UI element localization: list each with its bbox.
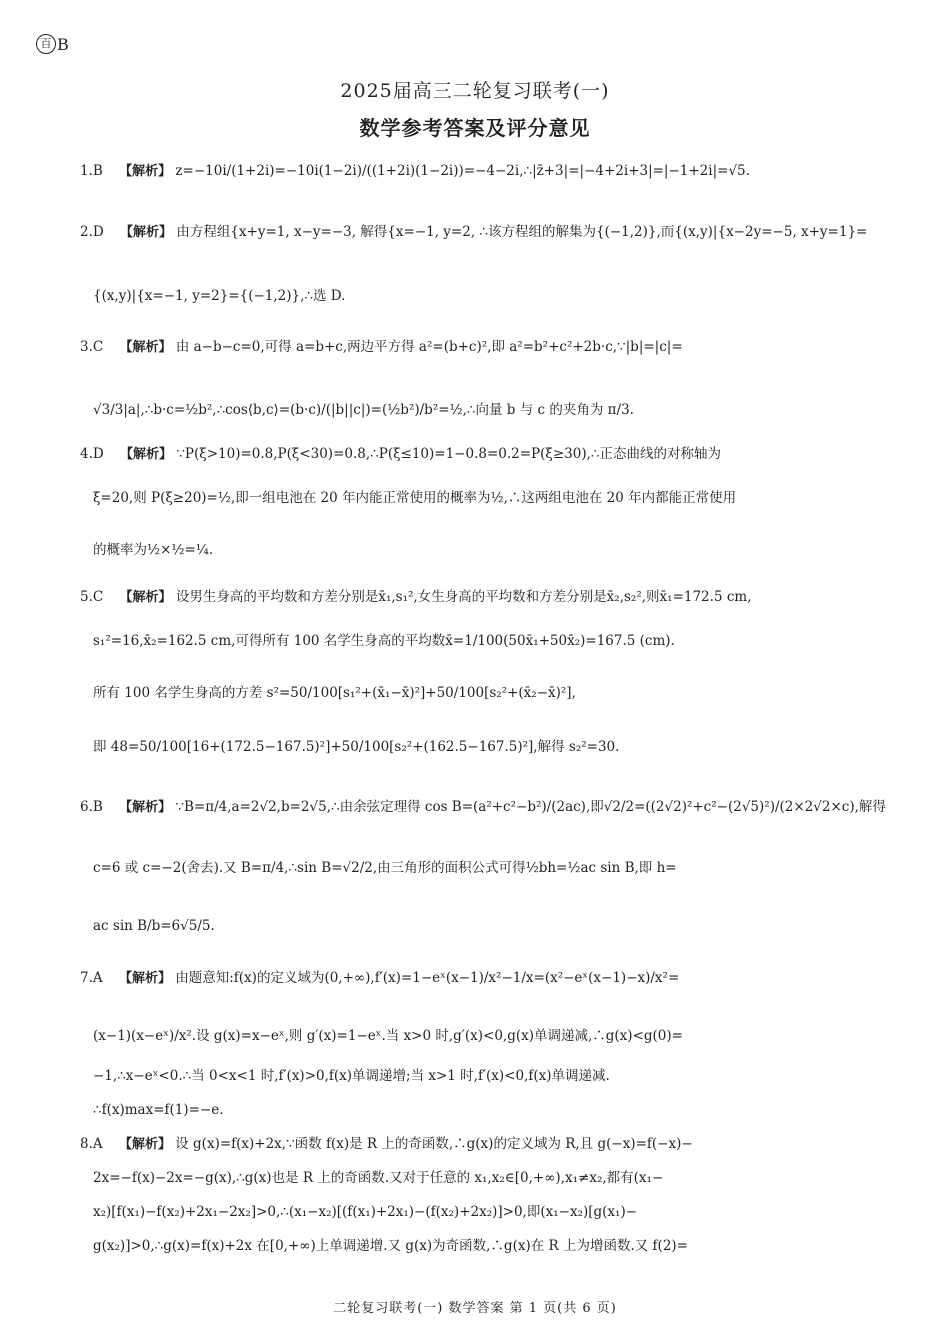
analysis-tag: 【解析】 [120, 447, 173, 462]
answer-8-line-1 [80, 1134, 880, 1155]
answer-8-line-2: 2x=−f(x)−2x=−g(x),∴g(x)也是 R 上的奇函数.又对于任意的 x₁,x₂∈[0,+∞),x₁≠x₂,都有(x₁− [93, 1170, 664, 1186]
version-letter: B [57, 34, 69, 54]
page-subtitle: 数学参考答案及评分意见 [359, 116, 591, 140]
answer-2-line-2: {(x,y)|{x=−1, y=2}={(−1,2)},∴选 D. [93, 288, 346, 304]
answer-text: 由 a−b−c=0,可得 a=b+c,两边平方得 a²=(b+c)²,即 a²=b²+c²+2b·c,∵|b|=|c|= [175, 339, 683, 355]
analysis-tag: 【解析】 [118, 1137, 171, 1152]
answer-3-line-2: √3/3|a|,∴b·c=½b²,∴cos⟨b,c⟩=(b·c)/(|b||c|)=(½b²)/b²=½,∴向量 b 与 c 的夹角为 π/3. [93, 402, 634, 418]
answer-5-line-4: 即 48=50/100[16+(172.5−167.5)²]+50/100[s₂²+(162.5−167.5)²],解得 s₂²=30. [93, 739, 620, 755]
answer-5-line-2: s₁²=16,x̄₂=162.5 cm,可得所有 100 名学生身高的平均数x̄=1/100(50x̄₁+50x̄₂)=167.5 (cm). [93, 633, 675, 649]
answer-7-line-3: −1,∴x−eˣ<0.∴当 0<x<1 时,f′(x)>0,f(x)单调递增;当 x>1 时,f′(x)<0,f(x)单调递减. [93, 1068, 610, 1084]
answer-text: z=−10i/(1+2i)=−10i(1−2i)/((1+2i)(1−2i))=−4−2i,∴|z̄+3|=|−4+2i+3|=|−1+2i|=√5. [175, 163, 750, 179]
answer-text: 由题意知:f(x)的定义域为(0,+∞),f′(x)=1−eˣ(x−1)/x²−1/x=(x²−eˣ(x−1)−x)/x²= [175, 970, 680, 986]
answer-text: 设男生身高的平均数和方差分别是x̄₁,s₁²,女生身高的平均数和方差分别是x̄₂,s₂²,则x̄₁=172.5 cm, [175, 589, 752, 605]
answer-number: 1.B [80, 163, 103, 179]
answer-8-line-3: x₂)[f(x₁)−f(x₂)+2x₁−2x₂]>0,∴(x₁−x₂)[(f(x₁)+2x₁)−(f(x₂)+2x₂)]>0,即(x₁−x₂)[g(x₁)− [93, 1204, 638, 1220]
answer-6-line-1 [80, 797, 886, 818]
answer-6-line-2: c=6 或 c=−2(舍去).又 B=π/4,∴sin B=√2/2,由三角形的面积公式可得½bh=½ac sin B,即 h= [93, 860, 677, 876]
answer-number: 7.A [80, 970, 103, 986]
analysis-tag: 【解析】 [118, 971, 171, 986]
page-footer: 二轮复习联考(一) 数学答案 第 1 页(共 6 页) [333, 1301, 617, 1316]
answer-4-line-2: ξ=20,则 P(ξ≥20)=½,即一组电池在 20 年内能正常使用的概率为½,∴这两组电池在 20 年内都能正常使用 [93, 490, 737, 506]
answer-5-line-1 [80, 587, 880, 608]
answer-7-line-1 [80, 968, 880, 989]
answer-text: 由方程组{x+y=1, x−y=−3, 解得{x=−1, y=2, ∴该方程组的解集为{(−1,2)},而{(x,y)|{x−2y=−5, x+y=1}= [176, 224, 868, 240]
corner-mark [36, 34, 69, 54]
answer-text: ∵P(ξ>10)=0.8,P(ξ<30)=0.8,∴P(ξ≤10)=1−0.8=0.2=P(ξ≥30),∴正态曲线的对称轴为 [176, 446, 721, 462]
answer-number: 5.C [80, 589, 104, 605]
page-title: 2025届高三二轮复习联考(一) [340, 80, 610, 102]
answer-5-line-3: 所有 100 名学生身高的方差 s²=50/100[s₁²+(x̄₁−x̄)²]+50/100[s₂²+(x̄₂−x̄)²], [93, 685, 576, 701]
answer-3-line-1 [80, 337, 880, 358]
answer-8-line-4: g(x₂)]>0,∴g(x)=f(x)+2x 在[0,+∞)上单调递增.又 g(x)为奇函数,∴g(x)在 R 上为增函数.又 f(2)= [93, 1238, 688, 1254]
answer-2-line-1 [80, 222, 880, 243]
analysis-tag: 【解析】 [120, 225, 173, 240]
answer-1-line-1 [80, 161, 880, 182]
answer-number: 6.B [80, 799, 103, 815]
answer-number: 3.C [80, 339, 104, 355]
answer-7-line-4: ∴f(x)max=f(1)=−e. [93, 1102, 224, 1118]
analysis-tag: 【解析】 [119, 590, 172, 605]
answer-4-line-3: 的概率为½×½=¼. [93, 542, 214, 558]
analysis-tag: 【解析】 [119, 340, 172, 355]
analysis-tag: 【解析】 [119, 800, 172, 815]
answer-number: 4.D [80, 446, 104, 462]
answer-text: ∵B=π/4,a=2√2,b=2√5,∴由余弦定理得 cos B=(a²+c²−b²)/(2ac),即√2/2=((2√2)²+c²−(2√5)²)/(2×2√2×c),解得 [175, 799, 886, 815]
answer-text: 设 g(x)=f(x)+2x,∵函数 f(x)是 R 上的奇函数,∴g(x)的定义域为 R,且 g(−x)=f(−x)− [175, 1136, 693, 1152]
answer-4-line-1 [80, 444, 880, 465]
answer-number: 2.D [80, 224, 104, 240]
circled-mark: 百 [36, 34, 56, 54]
answer-number: 8.A [80, 1136, 103, 1152]
answer-7-line-2: (x−1)(x−eˣ)/x².设 g(x)=x−eˣ,则 g′(x)=1−eˣ.当 x>0 时,g′(x)<0,g(x)单调递减,∴g(x)<g(0)= [93, 1028, 683, 1044]
answer-6-line-3: ac sin B/b=6√5/5. [93, 918, 215, 934]
analysis-tag: 【解析】 [119, 164, 172, 179]
